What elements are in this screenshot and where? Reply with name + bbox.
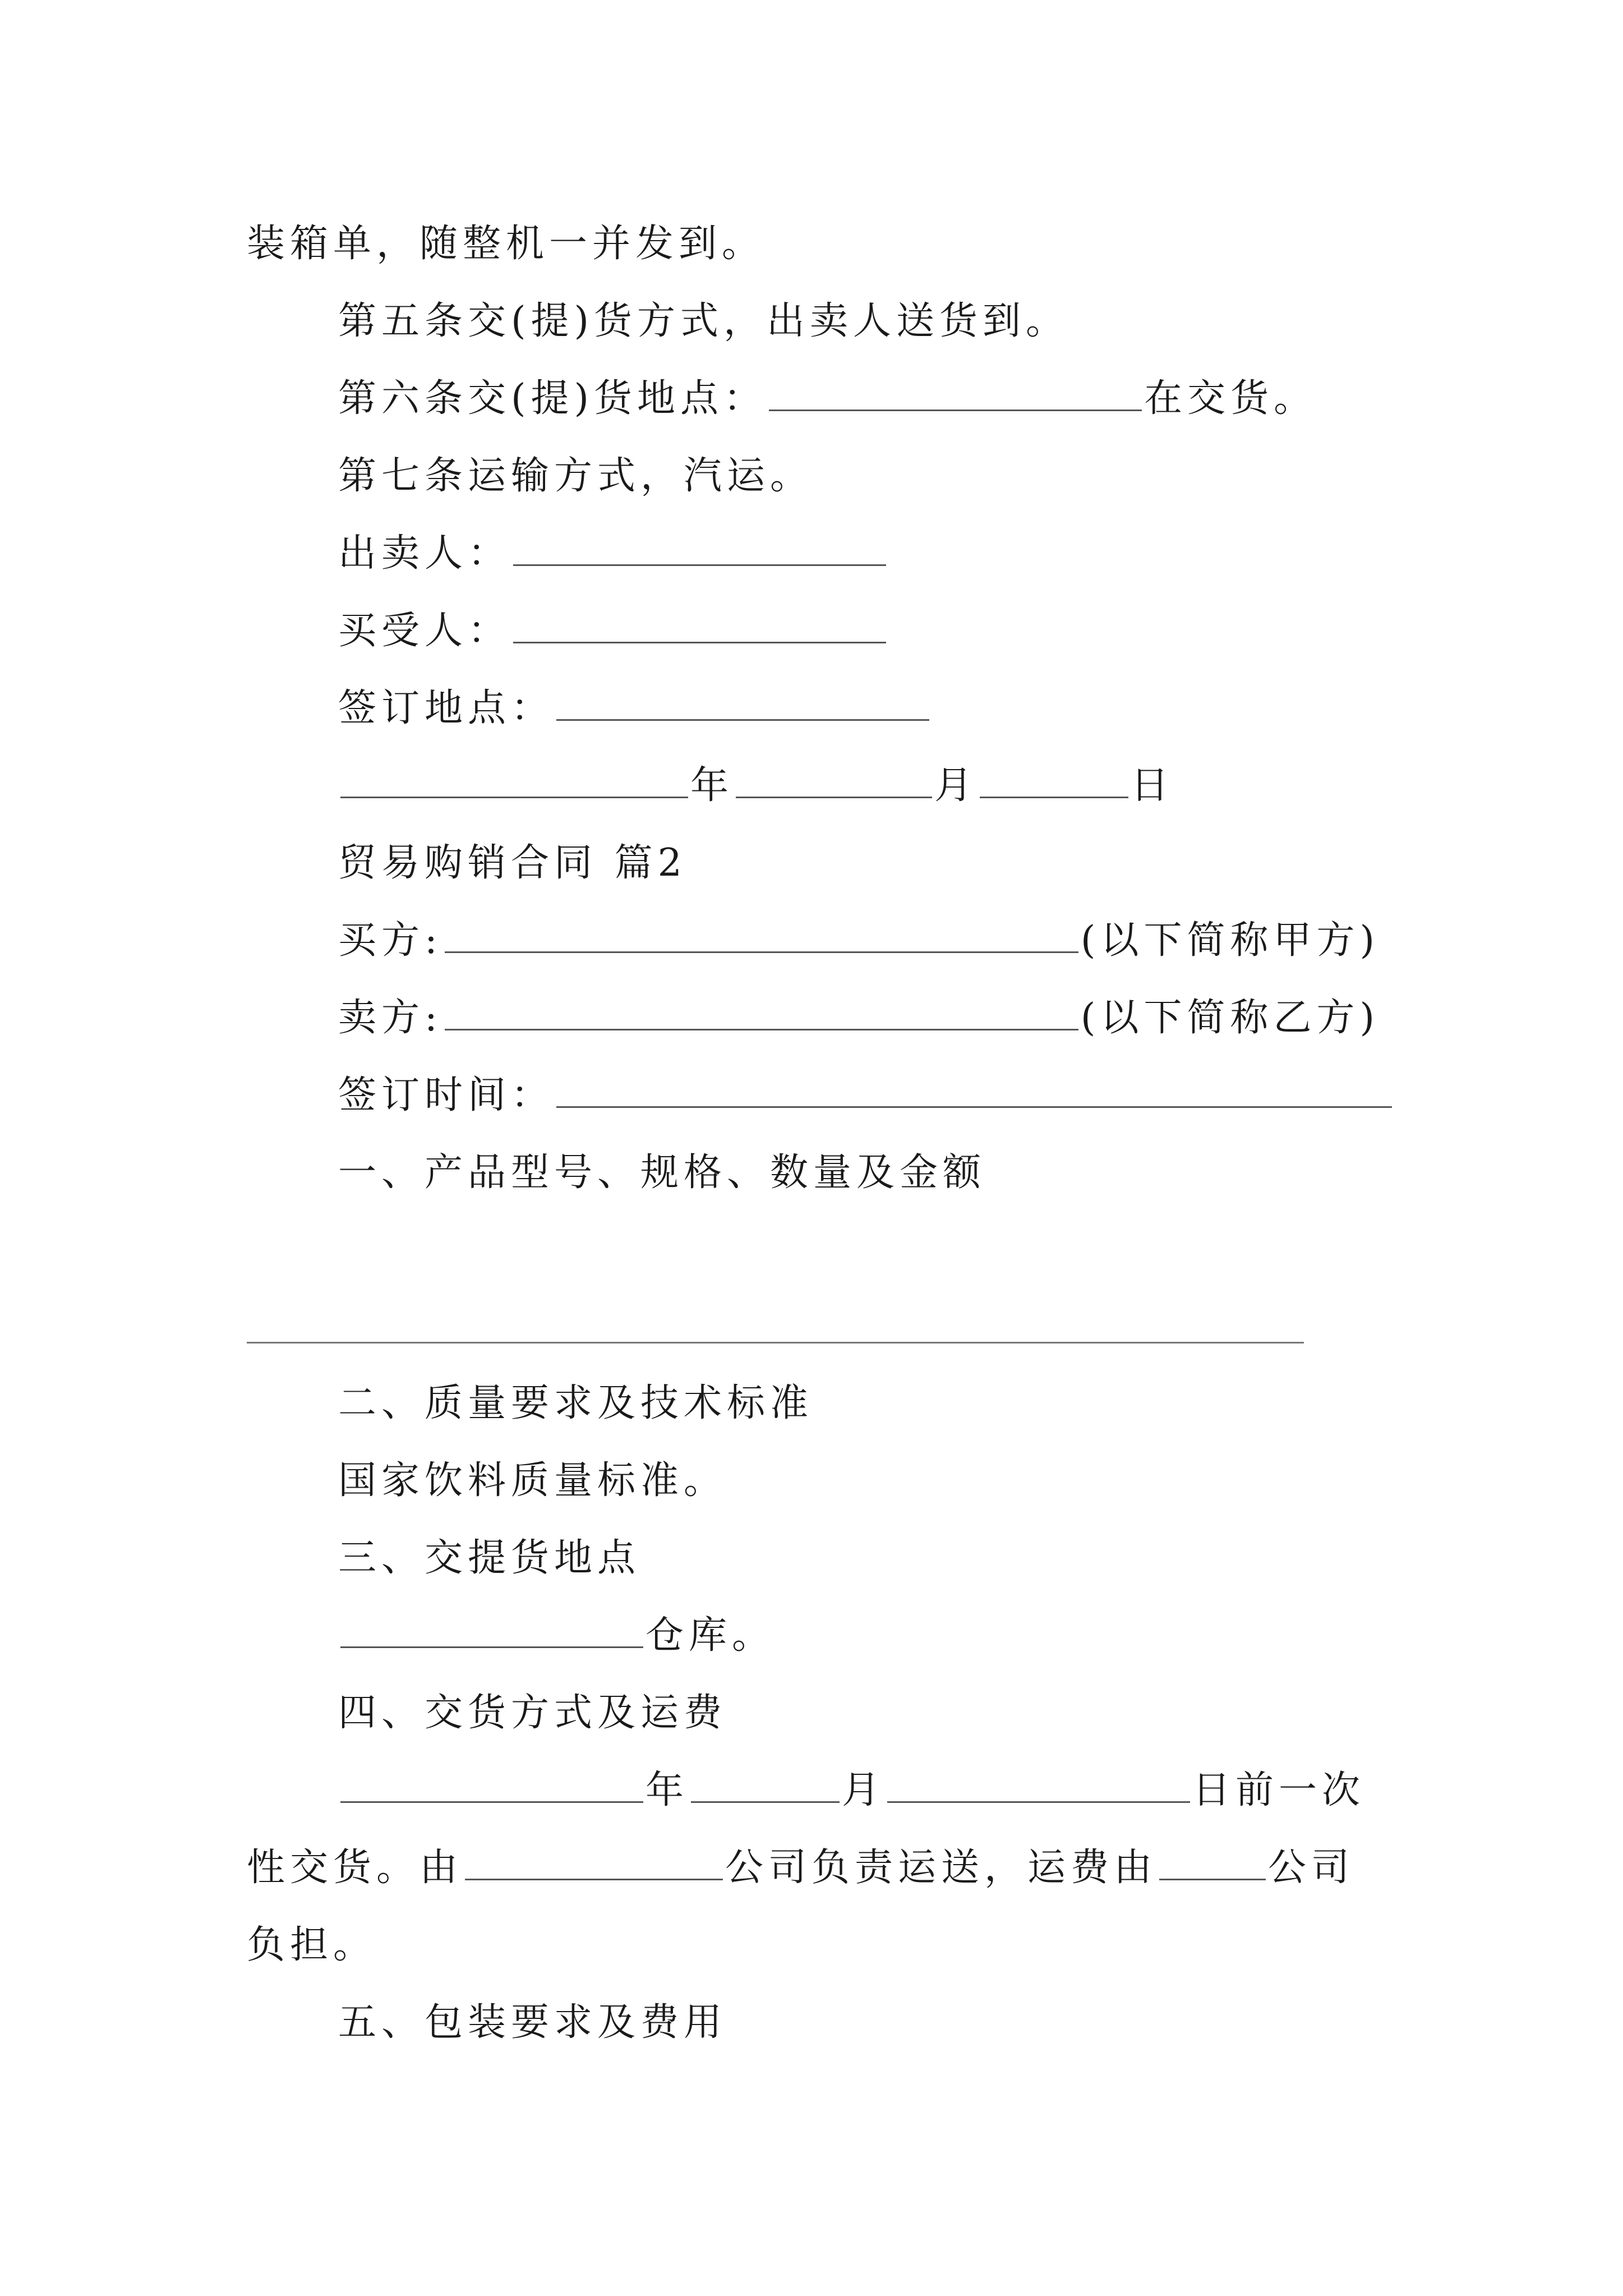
- text-line: [338, 993, 1380, 1043]
- line-text: 仓库。: [645, 1613, 776, 1658]
- party-note: (以下简称乙方): [1080, 996, 1380, 1040]
- text-line: [338, 296, 1069, 347]
- blank-field: [556, 1071, 1392, 1108]
- text-line: [338, 915, 1380, 966]
- line-text: 第五条交(提)货方式，出卖人送货到。: [338, 299, 1069, 343]
- heading-text: 三、交提货地点: [338, 1536, 641, 1580]
- line-text: 国家饮料质量标准。: [338, 1458, 727, 1503]
- section-title: [338, 838, 687, 889]
- text-line: [338, 683, 932, 734]
- blank-field: [513, 530, 886, 566]
- line-text: 第七条运输方式，汽运。: [338, 454, 814, 498]
- heading-text: 一、产品型号、规格、数量及金额: [338, 1151, 986, 1195]
- text-line: [247, 219, 765, 269]
- section-heading: [338, 1533, 640, 1584]
- section-heading: [338, 1688, 727, 1738]
- blank-field: [340, 762, 688, 798]
- blank-field: [736, 762, 932, 798]
- blank-field: [513, 607, 886, 643]
- blank-field: [556, 684, 929, 721]
- blank-field: [887, 1766, 1190, 1803]
- buyer-party-label: 买方:: [338, 918, 442, 963]
- blank-field: [980, 762, 1128, 798]
- blank-field: [445, 917, 1078, 953]
- date-line: [338, 761, 1174, 811]
- contract-title: 贸易购销合同 篇2: [338, 841, 687, 885]
- text-line: [338, 528, 888, 579]
- party-note: (以下简称甲方): [1080, 918, 1380, 963]
- sign-place-label: 签订地点：: [338, 686, 555, 730]
- day-label: 日: [1131, 763, 1174, 808]
- section-heading: [338, 1148, 986, 1198]
- heading-text: 五、包装要求及费用: [338, 2000, 727, 2045]
- blank-field: [340, 1766, 643, 1803]
- blank-field: [465, 1844, 723, 1880]
- text-line: [338, 1070, 1394, 1121]
- section-heading: [338, 1378, 813, 1429]
- line-text: 公司: [1268, 1846, 1355, 1890]
- line-text: 负担。: [247, 1923, 377, 1967]
- month-label: 月: [934, 763, 978, 808]
- line-text: 第六条交(提)货地点：: [338, 376, 767, 421]
- blank-field: [445, 994, 1078, 1030]
- blank-field: [340, 1612, 643, 1648]
- year-label: 年: [690, 763, 734, 808]
- month-label: 月: [842, 1768, 886, 1812]
- section-heading: [338, 1998, 727, 2048]
- seller-label: 出卖人：: [338, 531, 511, 576]
- day-label: 日前一次: [1192, 1768, 1366, 1812]
- blank-field: [1159, 1844, 1266, 1880]
- blank-field: [691, 1766, 840, 1803]
- text-line: [338, 606, 888, 656]
- line-text: 性交货。由: [247, 1846, 463, 1890]
- heading-text: 二、质量要求及技术标准: [338, 1381, 814, 1425]
- year-label: 年: [645, 1768, 689, 1812]
- text-line: [247, 1920, 376, 1971]
- buyer-label: 买受人：: [338, 609, 511, 653]
- text-line: [247, 1843, 1354, 1893]
- divider-line: [247, 1342, 1304, 1343]
- text-line: [338, 1611, 775, 1661]
- text-line: [338, 1456, 727, 1506]
- date-line: [338, 1765, 1365, 1816]
- seller-party-label: 卖方:: [338, 996, 442, 1040]
- text-line: [338, 374, 1317, 424]
- heading-text: 四、交货方式及运费: [338, 1691, 727, 1735]
- line-text: 在交货。: [1144, 376, 1317, 421]
- line-text: 装箱单，随整机一并发到。: [247, 222, 766, 266]
- sign-time-label: 签订时间：: [338, 1073, 555, 1117]
- line-text: 公司负责运送，运费由: [725, 1846, 1158, 1890]
- blank-field: [769, 375, 1142, 411]
- text-line: [338, 451, 813, 501]
